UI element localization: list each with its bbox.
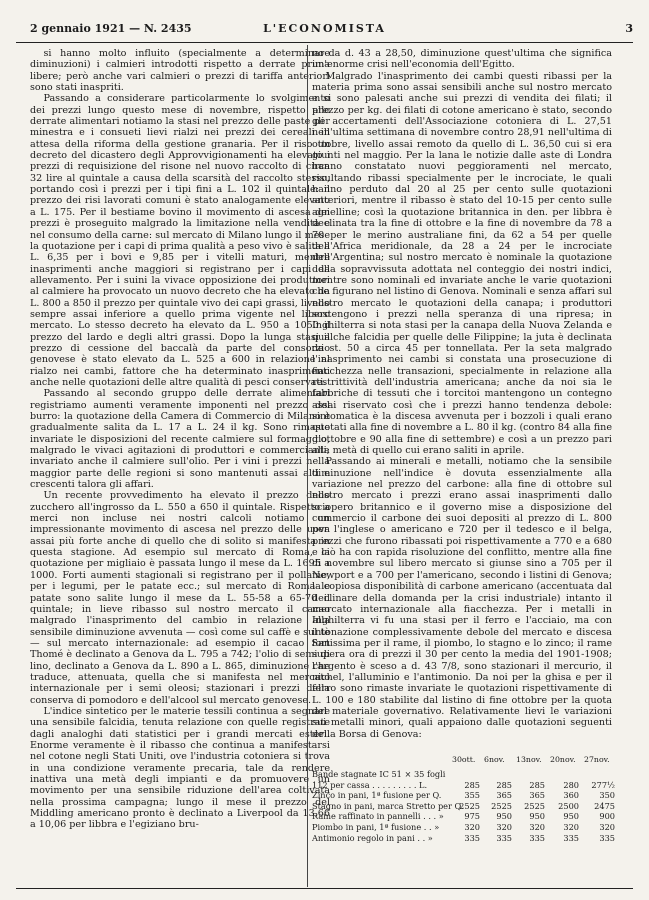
paragraph: Passando a considerare particolarmente lo svolgimento dei prezzi lungo questo mese di novembre, rispetto alle derrate alimentari notiamo la stasi nel prezzo delle paste per minestra e i consueti lievi rialzi nei prezzi dei cereali in attesa della riforma della gestione granaria. Per il riso un decreto del dicastero degli Approvvigionamenti ha elevato i prezzi di requisizione del risone nel nuovo raccolto di circa 32 lire al quintale a causa della scarsità del raccolto stesso, portando così i prezzi per i tipi fini a L. 102 il quintale: il prezzo dei risi lavorati comuni è stato analogamente elevato a L. 175. Per il bestiame bovino il movimento di ascesa dei prezzi è proseguito malgrado la limitazione nella vendita e nel consumo della carne: sul mercato di Milano lungo il mese la quotazione per i capi di prima qualità a peso vivo è salita a L. 6,35 per i bovi e 9,85 per i vitelli maturi, mentre inasprimenti anche maggiori si registrano per i capi da allevamento. Per i suini la vivace opposizione dei produttori al calmiere ha provocato un nuovo decreto che ha elevato da L. 800 a 850 il prezzo per quintale vivo dei capi grassi, livello sempre assai inferiore a quello prima vigente nel libero mercato. Lo stesso decreto ha elevato da L. 950 a 1050 il prezzo del lardo e degli altri grassi. Dopo la lunga stasi il prezzo di cessione del baccalà da parte del consorzio genovese è stato elevato da L. 525 a 600 in relazione al rialzo nei cambi, fattore che ha determinato inasprimenti anche nelle quotazioni delle altre qualità di pesci conservati. (30, 93, 330, 388)
right-column (312, 48, 612, 754)
paragraph: Passando ai minerali e metalli, notiamo che la sensibile diminuzione nell'indice è dovuta essenzialmente alla variazione nel prezzo del carbone: alla fine di ottobre sul nostro mercato i prezzi erano assai inasprimenti dallo sciopero britannico e il governo mise a disposizione del commercio il carbone dei suoi depositi al prezzo di L. 800 per l'inglese o americano e 720 per il tedesco e il belga, prezzi che furono ribassati poi rispettivamente a 770 e a 680 e ciò ha con rapida risoluzione del conflitto, mentre alla fine di novembre sul libero mercato si giunse sino a 705 per il Newport e a 700 per l'americano, secondo i listini di Genova; la copiosa disponibilità di carbone americano (accentuata dal declinare della domanda per la crisi industriale) intanto il mercato internazionale alla fiacchezza. Per i metalli in Inghilterra vi fu una stasi per il ferro e l'acciaio, ma con intonazione complessivamente debole del mercato e discesa fortissima per il rame, il piombo, lo stagno e lo zinco; il rame supera ora di prezzi il 30 per cento la media del 1901-1908; l'argento è sceso a d. 43 7/8, sono stazionari il mercurio, il nichel, l'alluminio e l'antimonio. Da noi per la ghisa e per il ferro sono rimaste invariate le quotazioni rispettivamente di L. 100 e 180 stabilite dal listino di fine ottobre per la quota del materiale governativo. Relativamente lievi le variazioni sui metalli minori, quali appaiono dalle quotazioni seguenti della Borsa di Genova: (312, 456, 612, 740)
row-label: Piombo in pani, 1ª fusione . . » (312, 821, 440, 832)
row-label: Bande stagnate IC 51 × 35 fogli (312, 769, 446, 779)
table-cell: 2525 (524, 800, 545, 811)
table-cell: 2525 (459, 800, 480, 811)
column-header: 20nov. (550, 755, 576, 764)
table-cell: 2475 (594, 800, 615, 811)
table-cell: 950 (563, 811, 579, 822)
paragraph: Passando al secondo gruppo delle derrate alimentari registriamo aumenti veramente imponenti nel prezzo del burro: la quotazione della Camera di Commercio di Milano è gradualmente salita da L. 17 a L. 24 il kg. Sono rimaste invariate le disposizioni del recente calmiere sul formaggio, malgrado le vivaci agitazioni di produttori e commercianti; invariato anche il calmiere sull'olio. Per i vini i prezzi nella maggior parte delle regioni si sono mantenuti assai alti e crescenti talora gli affari. (30, 388, 330, 491)
table-cell: 950 (529, 811, 545, 822)
table-row (312, 790, 617, 801)
table-row (312, 801, 617, 812)
table-cell: 320 (563, 821, 579, 832)
paragraph: no da d. 43 a 28,50, diminuzione quest'ultima che significa un'enorme crisi nell'economia dell'Egitto. (312, 48, 612, 71)
table-cell: 350 (599, 790, 615, 801)
table-row (312, 769, 617, 780)
row-label: 112 per cassa . . . . . . . . . L. (312, 779, 428, 790)
table-cell: 280 (563, 779, 579, 790)
table-cell: 360 (563, 790, 579, 801)
table-cell: 335 (529, 832, 545, 843)
paragraph: L'indice sintetico per le materie tessili continua a segnare una sensibile falcidia, tenuta relazione con quelle registrate dagli analoghi dati statistici per i grandi mercati esteri. Enorme veramente è il ribasso che continua a manifestarsi nel cotone negli Stati Uniti, ove l'industria cotoniera si trova in una condizione veramente precaria, tale da rendere inattiva una metà degli impianti e da promuovere un movimento per una sensibile riduzione dell'area coltivata nella prossima campagna; lungo il mese il prezzo del Middling americano pronto è declinato a Liverpool da 13,66 a 10,06 per libbra e l'egiziano bru- (30, 705, 330, 831)
table-cell: 320 (496, 821, 512, 832)
table-cell: 320 (599, 821, 615, 832)
row-label: Rame raffinato in pannelli . . . » (312, 811, 444, 822)
table-cell: 975 (464, 811, 480, 822)
table-body (312, 769, 617, 843)
table-cell: 365 (496, 790, 512, 801)
table-cell: 335 (496, 832, 512, 843)
row-label: Stagno in pani, marca Stretto per Q. (312, 800, 464, 811)
table-cell: 2500 (558, 800, 579, 811)
table-cell: 900 (599, 811, 615, 822)
issue-date: 2 gennaio 1921 — N. 2435 (30, 22, 192, 35)
column-header: 27nov. (584, 755, 610, 764)
table-cell: 285 (496, 779, 512, 790)
footer-rule (16, 888, 633, 889)
paragraph: Malgrado l'inasprimento dei cambi questi ribassi per la materia prima sono assai sensibili anche sul nostro mercato e si sono palesati anche sui prezzi di vendita dei filati; il prezzo per kg. dei filati di cotone americano è stato, secondo gli accertamenti dell'Associazione cotoniera di L. 27,51 nell'ultima settimana di novembre contro 28,91 nell'ultima di ottobre, livello assai remoto da quello di L. 36,50 cui si era giunti nel maggio. Per la lana le notizie dalle aste di Londra hanno constatato nuovi peggioramenti nel mercato, risultando ribassi specialmente per le incrociate, le quali hanno perduto dal 20 al 25 per cento sulle quotazioni anteriori, mentre il ribasso è stato del 10-15 per cento sulle agnelline; così la quotazione britannica in den. per libbra è declinata tra la fine di ottobre e la fine di novembre da 78 a 70 per le merino australiane fini, da 62 a 54 per quelle dell'Africa meridionale, da 28 a 24 per le incrociate dell'Argentina; sul nostro mercato è nominale la quotazione della sopravvissuta adottata nel conteggio dei nostri indici, mentre sono nominali ed invariate anche le varie quotazioni che figurano nel listino di Genova. Nominali e senza affari sul nostro mercato le quotazioni della canapa; i produttori sostengono i prezzi nella speranza di una ripresa; in Inghilterra si nota stasi per la canapa della Nuova Zelanda e qualche falcidia per quelle delle Filippine; la juta è declinata da st. 50 a circa 45 per tonnellata. Per la seta malgrado l'inasprimento nei cambi si constata una prosecuzione di fiacchezza nelle transazioni, specialmente in relazione alla restrittività dell'industria americana; anche da noi sia le fabbriche di tessuti che i torcitoi mantengono un contegno assai riservato così che i prezzi hanno tendenza debole: sintomatica è la discesa avvenuta per i bozzoli i quali erano quotati alla fine di novembre a L. 80 il kg. (contro 84 alla fine d'ottobre e 90 alla fine di settembre) e così a un prezzo pari alla metà di quello cui erano saliti in aprile. (312, 70, 612, 457)
table-cell: 335 (563, 832, 579, 843)
table-row (312, 822, 617, 833)
metals-price-table (312, 755, 617, 843)
column-divider (307, 45, 308, 887)
column-header: 13nov. (516, 755, 542, 764)
page-header (16, 22, 633, 38)
left-column (30, 48, 330, 884)
table-header (312, 755, 617, 769)
table-row (312, 833, 617, 844)
row-label: Antimonio regolo in pani . . » (312, 832, 433, 843)
journal-title: L'ECONOMISTA (263, 22, 386, 35)
paragraph: Un recente provvedimento ha elevato il prezzo dello zucchero all'ingrosso da L. 550 a 650 il quintale. Rispetto a merci non incluse nei nostri calcoli notiamo un impressionante movimento di ascesa nel prezzo delle uova assai più forte anche di quello che di solito si manifesta in questa stagione. Ad esempio sul mercato di Roma, la quotazione per migliaio è passata lungo il mese da L. 1695 a 1000. Forti aumenti stagionali si registrano per il pollame, per i legumi, per le patate ecc.; sul mercato di Roma le patate sono salite lungo il mese da L. 55-58 a 65-70 il quintale; in lieve ribasso sul nostro mercato il cacao malgrado l'inasprimento del cambio in relazione alla sensibile diminuzione avvenuta — così come sul caffè e sul tè — sul mercato internazionale: ad esempio il cacao San Thomé è declinato a Genova da L. 795 a 742; l'olio di semi di lino, declinato a Genova da L. 890 a L. 865, diminuzione che traduce, attenuata, quella che si manifesta nel mercato internazionale per i semi oleosi; stazionari i prezzi della conserva di pomodoro e dell'alcool sul mercato genovese. (30, 490, 330, 706)
table-row (312, 780, 617, 791)
table-cell: 365 (529, 790, 545, 801)
paragraph: si hanno molto influito (specialmente a determinare diminuzioni) i calmieri introdotti rispetto a derrate prima libere; però anche vari calmieri o prezzi di tariffa anteriori sono stati inaspriti. (30, 48, 330, 94)
table-cell: 320 (529, 821, 545, 832)
table-cell: 335 (464, 832, 480, 843)
column-header: 6nov. (484, 755, 505, 764)
row-label: Zinco in pani, 1ª fusione per Q. (312, 790, 442, 801)
table-cell: 320 (464, 821, 480, 832)
table-cell: 355 (464, 790, 480, 801)
table-cell: 277½ (591, 779, 615, 790)
table-cell: 950 (496, 811, 512, 822)
table-cell: 335 (599, 832, 615, 843)
page-number: 3 (625, 22, 633, 35)
table-cell: 285 (464, 779, 480, 790)
table-row (312, 811, 617, 822)
header-rule (16, 42, 633, 43)
table-cell: 285 (529, 779, 545, 790)
table-cell: 2525 (491, 800, 512, 811)
column-header: 30ott. (452, 755, 476, 764)
